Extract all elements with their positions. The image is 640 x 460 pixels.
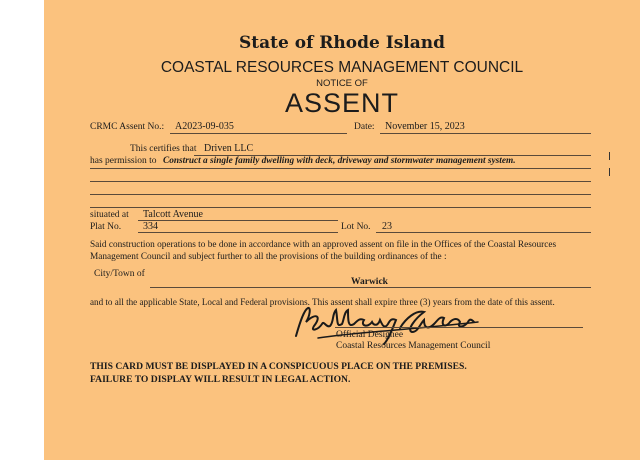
council-heading: COASTAL RESOURCES MANAGEMENT COUNCIL [160, 59, 524, 76]
certifies-label: This certifies that [130, 144, 197, 154]
city-value: Warwick [351, 277, 388, 287]
plat-value: 334 [143, 221, 158, 232]
body-text-line-1: Said construction operations to be done in accordance with an approved assent on file in the Offices of the Coastal Resources [90, 240, 557, 250]
date-value: November 15, 2023 [385, 121, 465, 132]
assent-no-line [170, 133, 347, 134]
body-text-line-2: Management Council and subject further to all the provisions of the building ordinances of the : [90, 252, 447, 262]
blank-line-1 [90, 181, 591, 182]
notice-of-label: NOTICE OF [316, 78, 368, 89]
city-line [150, 287, 591, 288]
permission-value: Construct a single family dwelling with deck, driveway and stormwater management system. [163, 156, 516, 166]
blank-line-3 [90, 207, 591, 208]
assent-no-value: A2023-09-035 [175, 121, 234, 132]
signature-org: Coastal Resources Management Council [336, 341, 491, 351]
situated-label: situated at [90, 210, 129, 220]
city-label: City/Town of [94, 269, 145, 279]
state-heading: State of Rhode Island [239, 33, 445, 53]
lot-line [376, 232, 591, 233]
plat-label: Plat No. [90, 222, 122, 232]
certifies-value: Driven LLC [204, 143, 254, 154]
signature-title: Official Designee [336, 330, 404, 340]
page-title: ASSENT [284, 88, 400, 118]
blank-line-2 [90, 194, 591, 195]
provisions-text: and to all the applicable State, Local and Federal provisions. This assent shall expire three (3) years from the date of this assent. [90, 297, 555, 307]
situated-line [138, 220, 338, 221]
warning-line-2: FAILURE TO DISPLAY WILL RESULT IN LEGAL ACTION. [90, 374, 351, 385]
plat-line [138, 232, 338, 233]
permission-label: has permission to [90, 156, 157, 166]
edge-mark-1 [609, 152, 610, 160]
signature-line [335, 327, 583, 328]
permission-line [90, 168, 591, 169]
situated-value: Talcott Avenue [143, 209, 203, 220]
warning-line-1: THIS CARD MUST BE DISPLAYED IN A CONSPICUOUS PLACE ON THE PREMISES. [90, 361, 467, 372]
date-line [380, 133, 591, 134]
assent-card [44, 0, 640, 460]
assent-no-label: CRMC Assent No.: [90, 122, 165, 132]
lot-label: Lot No. [341, 222, 371, 232]
date-label: Date: [354, 122, 375, 132]
lot-value: 23 [382, 221, 392, 232]
edge-mark-2 [609, 168, 610, 176]
